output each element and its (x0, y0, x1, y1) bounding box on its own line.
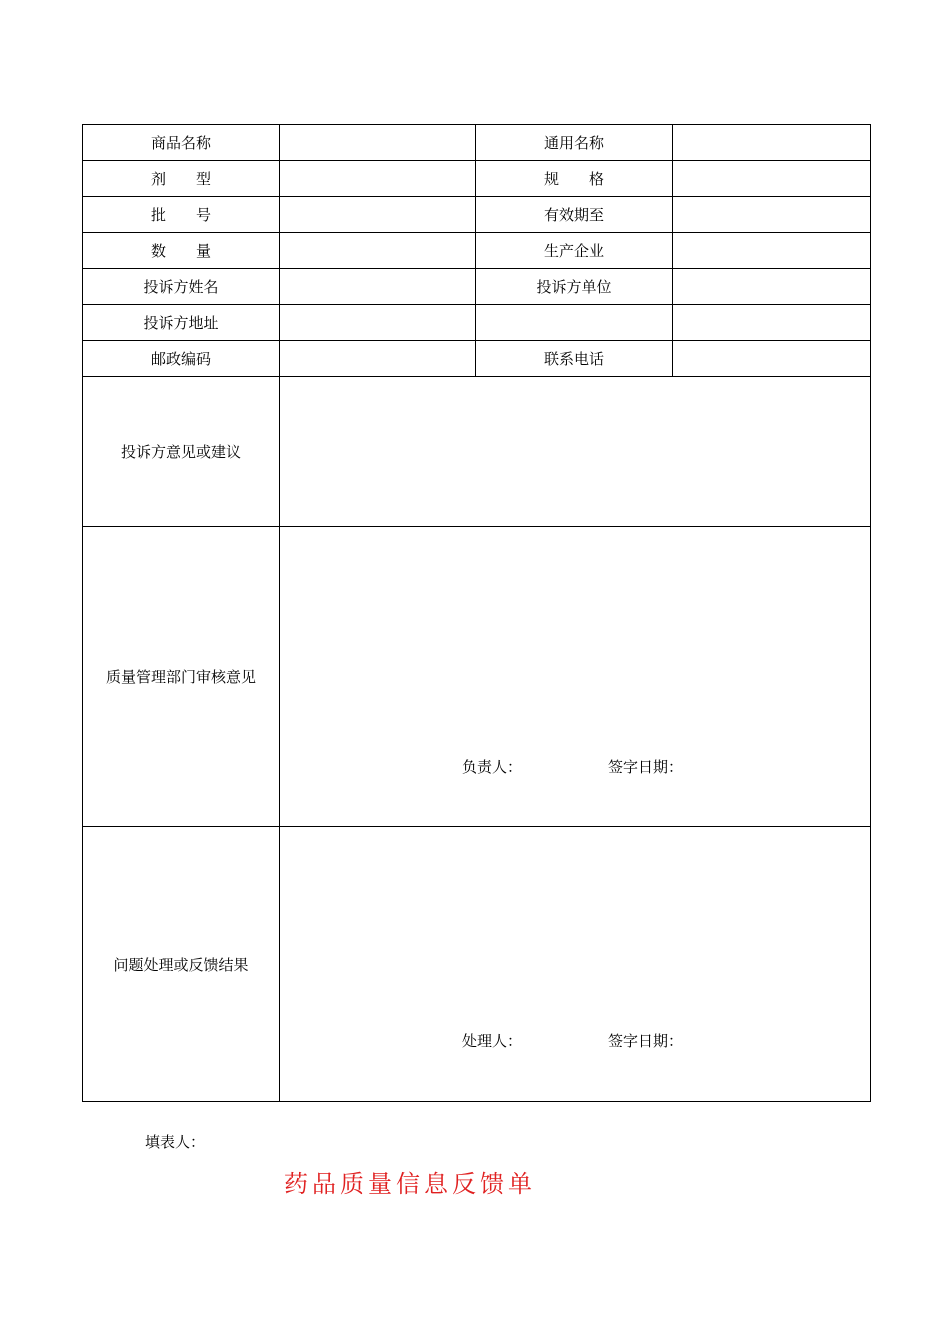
form-row-batch-number (83, 197, 871, 233)
dosage-form-field[interactable] (280, 161, 476, 197)
complainant-name-label: 投诉方姓名 (83, 269, 280, 305)
batch-number-field[interactable] (280, 197, 476, 233)
complainant-name-field[interactable] (280, 269, 476, 305)
handler-label: 处理人： (462, 1032, 523, 1050)
expiry-date-field[interactable] (673, 197, 871, 233)
quantity-label: 数 量 (83, 233, 280, 269)
review-label: 质量管理部门审核意见 (83, 527, 280, 827)
manufacturer-label: 生产企业 (476, 233, 673, 269)
result-label: 问题处理或反馈结果 (83, 827, 280, 1102)
opinion-label: 投诉方意见或建议 (83, 377, 280, 527)
postal-code-label: 邮政编码 (83, 341, 280, 377)
product-name-label: 商品名称 (83, 125, 280, 161)
specification-label: 规 格 (476, 161, 673, 197)
form-row-postal-code (83, 341, 871, 377)
complainant-address-label: 投诉方地址 (83, 305, 280, 341)
complainant-address-field-3[interactable] (673, 305, 871, 341)
phone-label: 联系电话 (476, 341, 673, 377)
generic-name-label: 通用名称 (476, 125, 673, 161)
responsible-person-label: 负责人： (462, 758, 523, 776)
product-name-field[interactable] (280, 125, 476, 161)
complainant-unit-label: 投诉方单位 (476, 269, 673, 305)
result-field[interactable] (280, 827, 871, 1102)
result-date-label: 签字日期： (608, 1032, 684, 1050)
opinion-field[interactable] (280, 377, 871, 527)
form-row-result (83, 827, 871, 1102)
document-title: 药品质量信息反馈单 (284, 1170, 536, 1198)
review-signature-line (462, 756, 683, 777)
expiry-date-label: 有效期至 (476, 197, 673, 233)
review-date-label: 签字日期： (608, 758, 684, 776)
specification-field[interactable] (673, 161, 871, 197)
complainant-unit-field[interactable] (673, 269, 871, 305)
form-row-quantity (83, 233, 871, 269)
form-row-opinion (83, 377, 871, 527)
dosage-form-label: 剂 型 (83, 161, 280, 197)
complainant-address-field[interactable] (280, 305, 476, 341)
form-row-complainant-name (83, 269, 871, 305)
form-row-review (83, 527, 871, 827)
form-filler-label: 填表人： (145, 1133, 206, 1151)
quantity-field[interactable] (280, 233, 476, 269)
postal-code-field[interactable] (280, 341, 476, 377)
review-field[interactable] (280, 527, 871, 827)
manufacturer-field[interactable] (673, 233, 871, 269)
form-row-product-name (83, 125, 871, 161)
feedback-form-table (82, 124, 871, 1102)
complainant-address-field-2[interactable] (476, 305, 673, 341)
result-signature-line (462, 1030, 683, 1051)
phone-field[interactable] (673, 341, 871, 377)
generic-name-field[interactable] (673, 125, 871, 161)
form-row-complainant-address (83, 305, 871, 341)
batch-number-label: 批 号 (83, 197, 280, 233)
form-row-dosage-form (83, 161, 871, 197)
